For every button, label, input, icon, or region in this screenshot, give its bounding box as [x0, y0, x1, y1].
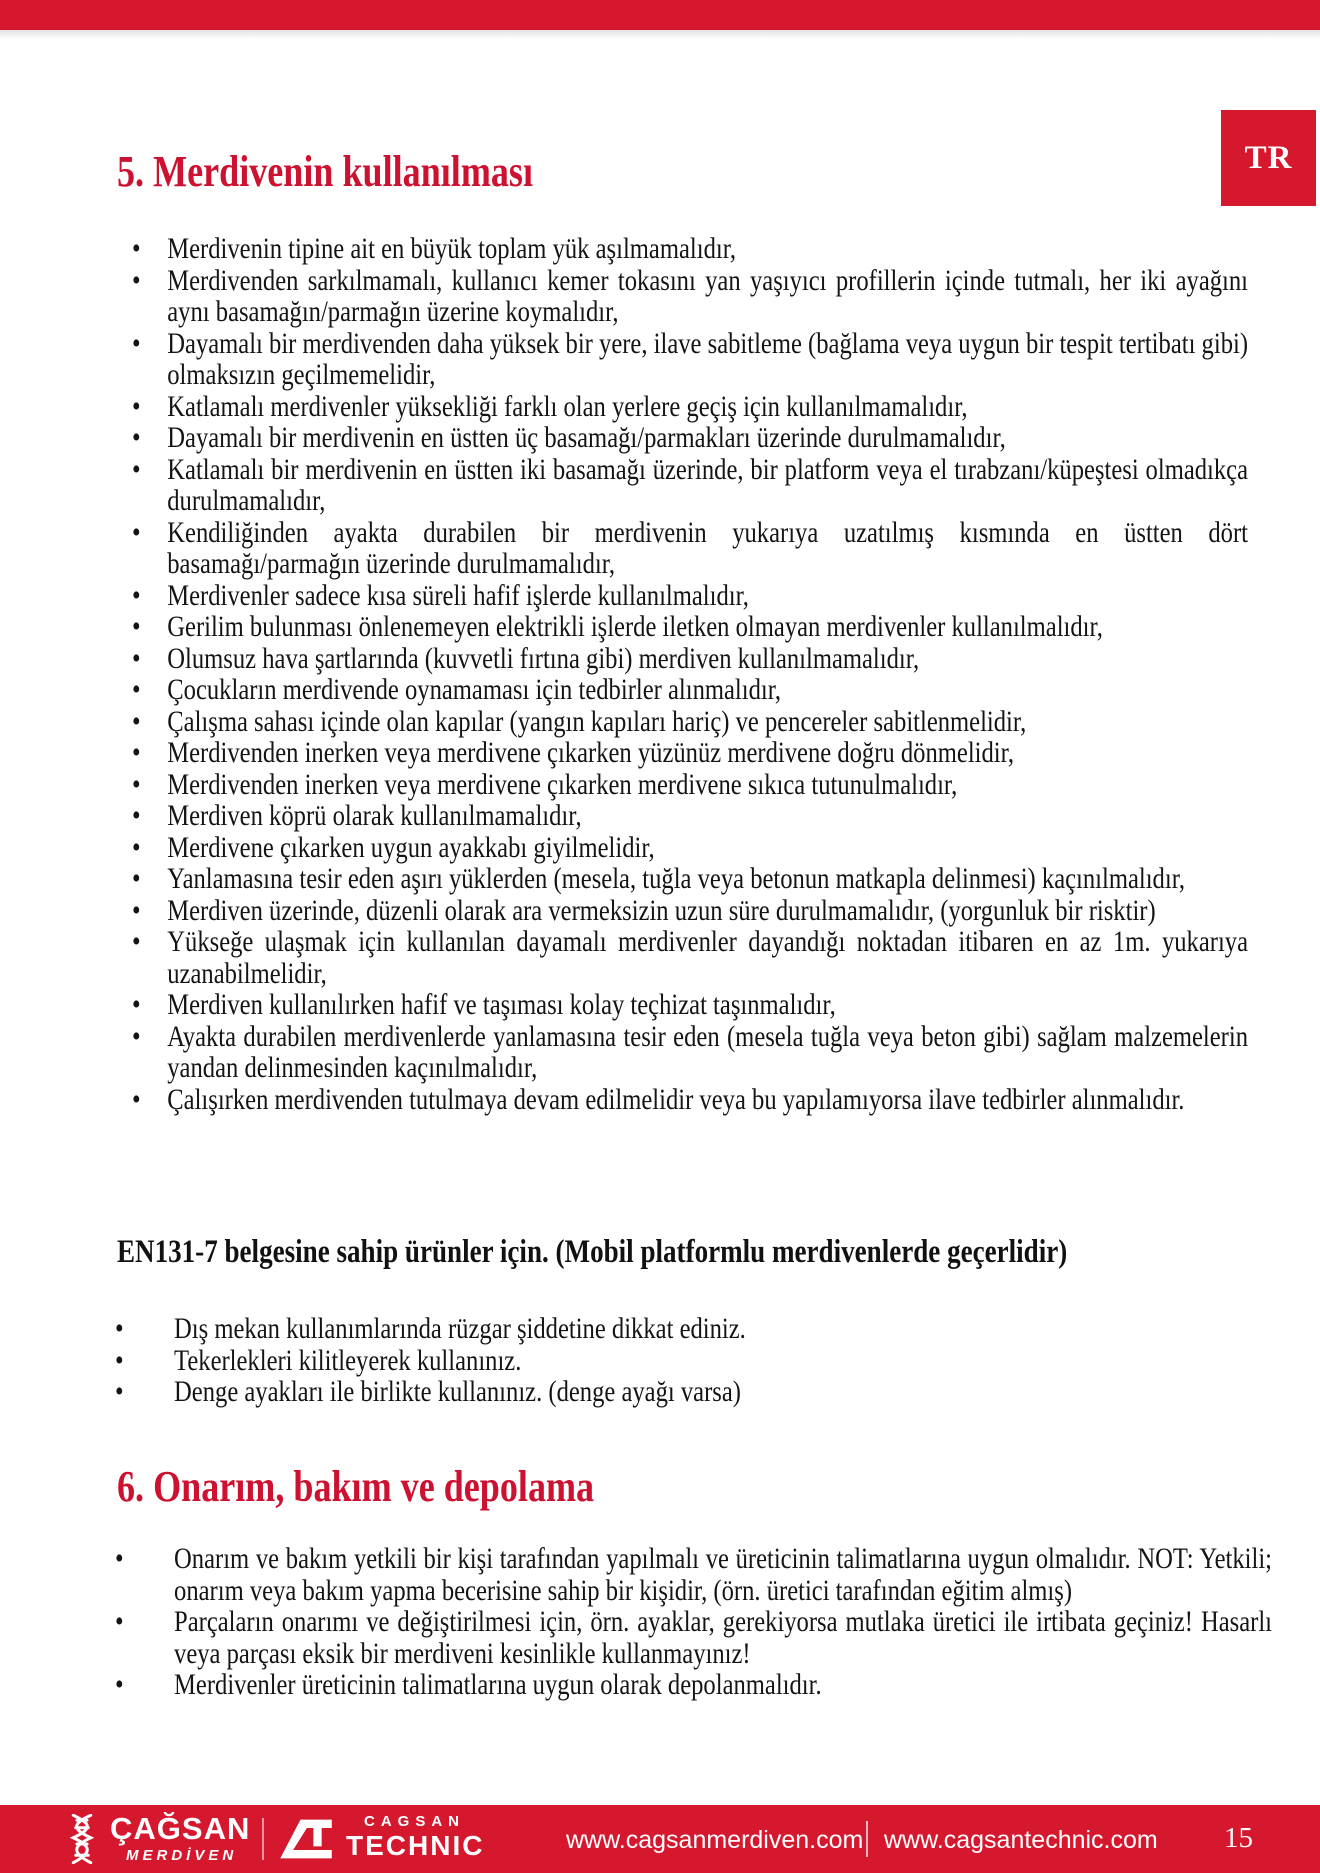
bullet-item: • Merdivenin tipine ait en büyük toplam yük aşılmamalıdır,: [167, 233, 1248, 265]
website-cagsanmerdiven: www.cagsanmerdiven.com: [566, 1826, 864, 1854]
bullet-item: • Denge ayakları ile birlikte kullanınız. (denge ayağı varsa): [174, 1376, 1272, 1408]
cagsan-technic-top-wordmark: CAGSAN: [364, 1813, 466, 1830]
language-tab-tr: [1221, 110, 1316, 206]
top-red-bar: [0, 0, 1320, 30]
bullet-item: • Merdiven üzerinde, düzenli olarak ara vermeksizin uzun süre durulmamalıdır, (yorgunluk bir risktir): [167, 895, 1248, 927]
website-cagsantechnic: www.cagsantechnic.com: [884, 1826, 1158, 1854]
bullet-item: • Tekerlekleri kilitleyerek kullanınız.: [174, 1345, 1272, 1377]
bullet-item: • Çalışırken merdivenden tutulmaya devam edilmelidir veya bu yapılamıyorsa ilave tedbirler alınmalıdır.: [167, 1084, 1248, 1116]
cagsan-merdiven-logo: [110, 1813, 250, 1863]
footer-url-divider: [866, 1821, 868, 1857]
bullet-item: • Merdivenler üreticinin talimatlarına uygun olarak depolanmalıdır.: [174, 1669, 1272, 1701]
footer-logo-divider: [262, 1818, 264, 1860]
bullet-item: • Dış mekan kullanımlarında rüzgar şiddetine dikkat ediniz.: [174, 1313, 1272, 1345]
footer-bar: [0, 1805, 1320, 1873]
bullet-item: • Ayakta durabilen merdivenlerde yanlamasına tesir eden (mesela tuğla veya beton gibi) sağlam malzemelerin yandan delinmesinden kaçınılmalıdır,: [167, 1021, 1248, 1084]
cagsan-technic-logo: [346, 1814, 484, 1860]
bullet-item: • Merdivenden inerken veya merdivene çıkarken yüzünüz merdivene doğru dönmelidir,: [167, 737, 1248, 769]
section6-bullet-list: [115, 1543, 1272, 1701]
bullet-item: • Yanlamasına tesir eden aşırı yüklerden (mesela, tuğla veya betonun matkapla delinmesi) kaçınılmalıdır,: [167, 863, 1248, 895]
bullet-item: • Merdivenden sarkılmamalı, kullanıcı kemer tokasını yan yaşıyıcı profillerin içinde tutmalı, her iki ayağını aynı basamağın/parmağın üzerine koymalıdır,: [167, 265, 1248, 328]
en131-heading: EN131-7 belgesine sahip ürünler için. (Mobil platformlu merdivenlerde geçerlidir): [117, 1234, 1068, 1270]
cagsan-merdiven-subtitle: MERDİVEN: [126, 1847, 238, 1864]
bullet-item: • Dayamalı bir merdivenin en üstten üç basamağı/parmakları üzerinde durulmamalıdır,: [167, 422, 1248, 454]
section5-title: 5. Merdivenin kullanılması: [117, 147, 533, 196]
top-bar-shadow: [0, 30, 1320, 39]
en131-bullet-list: [115, 1313, 1272, 1408]
bullet-item: • Gerilim bulunması önlenemeyen elektrikli işlerde iletken olmayan merdivenler kullanılmalıdır,: [167, 611, 1248, 643]
language-tab-label: TR: [1244, 139, 1293, 176]
bullet-item: • Katlamalı merdivenler yüksekliği farklı olan yerlere geçiş için kullanılmamalıdır,: [167, 391, 1248, 423]
bullet-item: • Yükseğe ulaşmak için kullanılan dayamalı merdivenler dayandığı noktadan itibaren en az 1m. yukarıya uzanabilmelidir,: [167, 926, 1248, 989]
bullet-item: • Çalışma sahası içinde olan kapılar (yangın kapıları hariç) ve pencereler sabitlenmelidir,: [167, 706, 1248, 738]
bullet-item: • Olumsuz hava şartlarında (kuvvetli fırtına gibi) merdiven kullanılmamalıdır,: [167, 643, 1248, 675]
bullet-item: • Merdivenden inerken veya merdivene çıkarken merdivene sıkıca tutunulmalıdır,: [167, 769, 1248, 801]
cagsan-technic-logo-mark: [278, 1816, 334, 1862]
dna-helix-icon: [66, 1814, 98, 1864]
bullet-item: • Merdiven kullanılırken hafif ve taşıması kolay teçhizat taşınmalıdır,: [167, 989, 1248, 1021]
bullet-item: • Merdivene çıkarken uygun ayakkabı giyilmelidir,: [167, 832, 1248, 864]
bullet-item: • Onarım ve bakım yetkili bir kişi tarafından yapılmalı ve üreticinin talimatlarına uygun olmalıdır. NOT: Yetkili; onarım veya bakım yapma becerisine sahip bir kişidir, (örn. üretici tarafından eğitim almış): [174, 1543, 1272, 1606]
section6-title: 6. Onarım, bakım ve depolama: [117, 1462, 595, 1511]
cagsan-technic-bottom-wordmark: TECHNIC: [346, 1830, 485, 1861]
bullet-item: • Dayamalı bir merdivenden daha yüksek bir yere, ilave sabitleme (bağlama veya uygun bir tespit tertibatı gibi) olmaksızın geçilmemelidir,: [167, 328, 1248, 391]
page-number: 15: [1224, 1822, 1253, 1854]
bullet-item: • Kendiliğinden ayakta durabilen bir merdivenin yukarıya uzatılmış kısmında en üstten dört basamağı/parmağın üzerinde durulmamalıdır,: [167, 517, 1248, 580]
bullet-item: • Merdiven köprü olarak kullanılmamalıdır,: [167, 800, 1248, 832]
bullet-item: • Merdivenler sadece kısa süreli hafif işlerde kullanılmalıdır,: [167, 580, 1248, 612]
bullet-item: • Parçaların onarımı ve değiştirilmesi için, örn. ayaklar, gerekiyorsa mutlaka üretici ile irtibata geçiniz! Hasarlı veya parçası eksik bir merdiveni kesinlikle kullanmayınız!: [174, 1606, 1272, 1669]
bullet-item: • Çocukların merdivende oynamaması için tedbirler alınmalıdır,: [167, 674, 1248, 706]
section5-bullet-list: [132, 233, 1248, 1115]
cagsan-merdiven-wordmark: ÇAĞSAN: [110, 1811, 251, 1846]
bullet-item: • Katlamalı bir merdivenin en üstten iki basamağı üzerinde, bir platform veya el tırabzanı/küpeştesi olmadıkça durulmamalıdır,: [167, 454, 1248, 517]
